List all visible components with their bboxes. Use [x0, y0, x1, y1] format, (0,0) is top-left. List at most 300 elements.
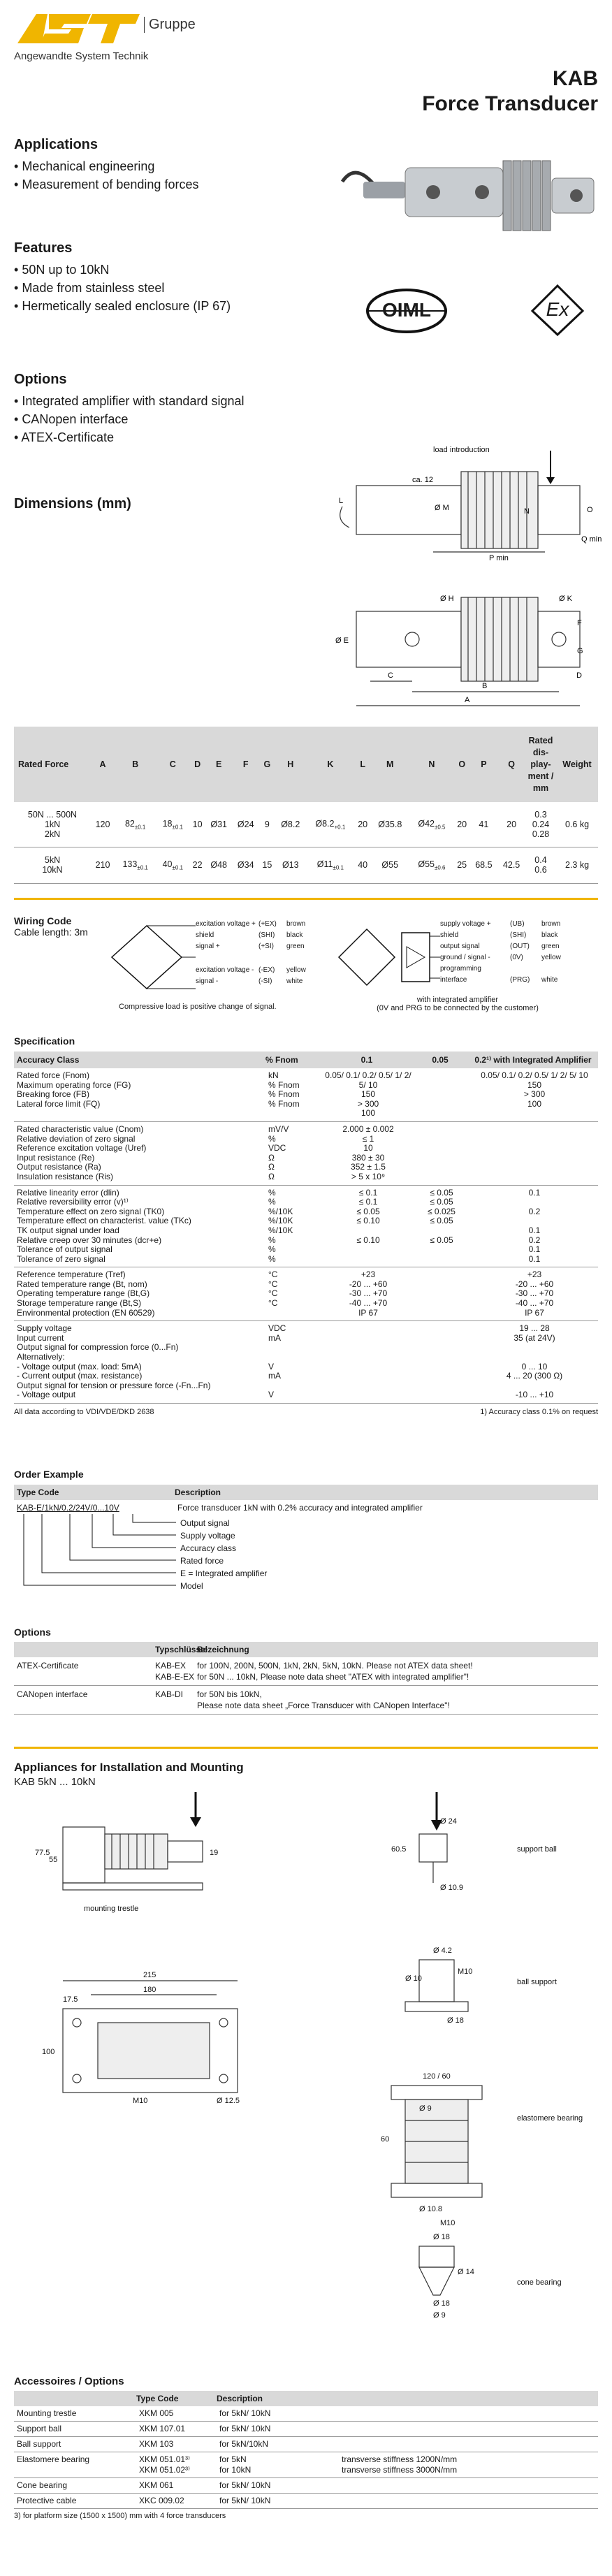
svg-text:N: N [524, 507, 530, 516]
wire-row: supply voltage + (UB) brown [440, 920, 561, 928]
wiring-section [14, 915, 88, 938]
table-cell [339, 2408, 598, 2419]
features-heading: Features [14, 240, 73, 256]
spec-groups [14, 1068, 598, 1404]
spec-cell: ≤ 0.05 [430, 1216, 453, 1226]
spec-group [14, 1122, 598, 1186]
spec-cell [415, 1154, 468, 1163]
table-header: K [327, 759, 334, 769]
wire-row: shield (SHI) black [440, 931, 558, 939]
svg-text:M10: M10 [440, 2219, 456, 2227]
svg-text:M10: M10 [133, 2097, 148, 2105]
svg-text:Ø 10: Ø 10 [405, 1974, 422, 1983]
wire-row: excitation voltage - (-EX) yellow [196, 966, 306, 974]
spec-cell: 0.1 [528, 1225, 541, 1235]
table-cell: for 5kN/ 10kN [219, 2480, 271, 2490]
spec-cell: 0.1 [528, 1187, 541, 1198]
spec-group [14, 1321, 598, 1404]
spec-cell: -20 ... +60 [349, 1279, 388, 1289]
table-header: C [169, 759, 176, 769]
spec-cell: 0.2 [528, 1235, 541, 1245]
spec-cell: Reference excitation voltage (Uref) [17, 1143, 147, 1154]
tree-item: Supply voltage [180, 1531, 235, 1541]
spec-cell: +23 [527, 1269, 542, 1280]
table-row [14, 2437, 598, 2452]
table-header: P [481, 759, 487, 769]
spec-cell [415, 1081, 468, 1091]
brand-subtitle: Angewandte System Technik [14, 50, 149, 62]
spec-cell [471, 1198, 598, 1207]
table-cell [339, 2480, 598, 2491]
tree-item: Output signal [180, 1518, 230, 1528]
cone-label: cone bearing [517, 2278, 562, 2287]
spec-cell [324, 1371, 412, 1381]
spec-cell: ≤ 0.1 [358, 1187, 378, 1198]
wire-row: signal + (+SI) green [196, 943, 305, 950]
spec-cell: mA [268, 1332, 281, 1343]
table-cell: XKM 107.01 [139, 2424, 186, 2433]
spec-cell: -20 ... +60 [515, 1279, 554, 1289]
spec-cell: % Fnom [268, 1098, 300, 1109]
svg-text:Ø 18: Ø 18 [433, 2299, 450, 2308]
spec-cell: Relative linearity error (dlin) [17, 1187, 119, 1198]
wiring-diagram-right [335, 919, 608, 1024]
table-header: 0.05 [432, 1055, 449, 1065]
table-header: Accuracy Class [17, 1055, 80, 1065]
svg-text:Ø H: Ø H [440, 595, 454, 603]
spec-cell: Insulation resistance (Ris) [17, 1171, 114, 1181]
spec-cell [324, 1334, 412, 1344]
table-cell: XKM 051.01³⁾ XKM 051.02³⁾ [139, 2454, 190, 2475]
svg-text:D: D [576, 671, 582, 680]
spec-cell: Lateral force limit (FQ) [17, 1098, 101, 1109]
spec-cell: +23 [360, 1269, 376, 1280]
list-item: • Integrated amplifier with standard signal [14, 392, 598, 410]
spec-cell: %/10K [268, 1206, 293, 1216]
table-header: Type Code [136, 2394, 179, 2403]
spec-cell: Input current [17, 1332, 64, 1343]
spec-cell [415, 1353, 468, 1362]
spec-cell: 100 [360, 1108, 376, 1119]
table-row [14, 2422, 598, 2437]
spec-cell: ≤ 0.1 [358, 1197, 378, 1207]
list-item: • ATEX-Certificate [14, 428, 598, 446]
table-row [14, 2494, 598, 2509]
spec-cell [268, 1353, 321, 1362]
spec-cell: ≤ 0.10 [356, 1216, 380, 1226]
table-header: Type Code [17, 1487, 59, 1497]
spec-cell: °C [268, 1279, 278, 1289]
spec-cell: -10 ... +10 [515, 1390, 554, 1400]
applications-heading: Applications [14, 137, 99, 152]
spec-cell: -30 ... +70 [515, 1288, 554, 1299]
product-image [335, 140, 601, 245]
table-header: H [287, 759, 294, 769]
spec-cell: 2.000 ± 0.002 [342, 1123, 394, 1134]
svg-text:F: F [577, 619, 582, 627]
options-table [14, 1642, 598, 1715]
spec-cell [415, 1100, 468, 1109]
table-header: Description [217, 2394, 263, 2403]
brand-gruppe: Gruppe [144, 17, 196, 33]
spec-cell [415, 1071, 468, 1081]
spec-cell [471, 1343, 598, 1353]
svg-text:Ø E: Ø E [335, 636, 349, 645]
table-header: E [216, 759, 222, 769]
spec-cell: °C [268, 1269, 278, 1280]
spec-cell: Supply voltage [17, 1323, 72, 1334]
wire-row: programming interface (PRG) white [440, 965, 558, 984]
table-row [14, 2478, 598, 2494]
spec-cell: % [268, 1133, 276, 1144]
spec-cell [324, 1226, 412, 1236]
spec-cell: VDC [268, 1323, 286, 1334]
spec-cell: %/10K [268, 1216, 293, 1226]
table-header: 0.2¹⁾ with Integrated Amplifier [474, 1055, 592, 1065]
spec-cell: Maximum operating force (FG) [17, 1079, 131, 1090]
spec-cell: ≤ 0.05 [430, 1197, 453, 1207]
spec-cell [415, 1309, 468, 1318]
table-header: 0.1 [360, 1055, 373, 1065]
spec-cell: Input resistance (Re) [17, 1152, 95, 1163]
tree-item: E = Integrated amplifier [180, 1569, 268, 1578]
spec-cell [415, 1163, 468, 1172]
appliances-heading: Appliances for Installation and Mounting [14, 1761, 244, 1774]
mounting-label: mounting trestle [84, 1905, 139, 1913]
appliances-drawing [28, 1792, 601, 2323]
spec-cell [415, 1172, 468, 1182]
svg-text:Ø M: Ø M [435, 504, 449, 512]
order-table [14, 1485, 598, 1605]
spec-cell [471, 1125, 598, 1135]
spec-cell: 0 ... 10 [521, 1361, 548, 1371]
spec-group [14, 1068, 598, 1122]
spec-cell [471, 1163, 598, 1172]
spec-cell: Rated temperature range (Bt, nom) [17, 1279, 147, 1289]
svg-text:Ø 9: Ø 9 [433, 2311, 446, 2320]
spec-cell [471, 1353, 598, 1362]
spec-cell [415, 1090, 468, 1100]
divider [14, 1747, 598, 1749]
spec-cell: %/10K [268, 1225, 293, 1235]
spec-cell [415, 1270, 468, 1280]
list-item: • Made from stainless steel [14, 279, 598, 297]
table-header: D [194, 759, 201, 769]
spec-cell [471, 1381, 598, 1391]
compressive-note: Compressive load is positive change of signal. [119, 1003, 277, 1011]
spec-cell: -40 ... +70 [515, 1298, 554, 1309]
svg-text:Ø 10.8: Ø 10.8 [419, 2205, 443, 2213]
wiring-diagram-left [98, 919, 335, 999]
spec-cell: Relative deviation of zero signal [17, 1133, 136, 1144]
spec-cell: Operating temperature range (Bt,G) [17, 1288, 150, 1299]
amp-note: with integrated amplifier (0V and PRG to be connected by the customer) [377, 996, 539, 1012]
spec-group [14, 1186, 598, 1268]
svg-text:60: 60 [381, 2135, 390, 2144]
spec-cell: > 300 [357, 1098, 379, 1109]
svg-text:180: 180 [143, 1986, 156, 1994]
spec-cell: 4 ... 20 (300 Ω) [506, 1371, 563, 1381]
table-cell: for 5kN/ 10kN [219, 2424, 271, 2433]
spec-cell [471, 1135, 598, 1144]
spec-cell: 10 [363, 1143, 373, 1154]
table-cell: Support ball [17, 2424, 62, 2433]
spec-cell: 380 ± 30 [351, 1152, 385, 1163]
spec-cell: 150 [527, 1079, 542, 1090]
svg-text:Ø 12.5: Ø 12.5 [217, 2097, 240, 2105]
table-header: Typschlüssel [155, 1645, 208, 1654]
spec-cell [324, 1353, 412, 1362]
spec-cell: 19 ... 28 [519, 1323, 550, 1334]
spec-cell: -30 ... +70 [349, 1288, 388, 1299]
table-row: CANopen interface KAB-DI for 50N bis 10kN, Please note data sheet „Force Transducer with CANopen Interface"! [14, 1686, 598, 1715]
spec-cell [415, 1343, 468, 1353]
spec-cell: Tolerance of output signal [17, 1244, 112, 1255]
table-cell: Protective cable [17, 2496, 77, 2505]
spec-cell: VDC [268, 1143, 286, 1154]
table-header: % Fnom [265, 1055, 298, 1065]
spec-cell [415, 1125, 468, 1135]
options-intro-section [14, 372, 598, 446]
table-cell [339, 2439, 598, 2450]
svg-text:C: C [388, 671, 393, 680]
spec-cell [415, 1371, 468, 1381]
svg-text:Ø 14: Ø 14 [458, 2268, 474, 2276]
accessories-heading: Accessoires / Options [14, 2375, 124, 2387]
features-section [14, 240, 598, 315]
spec-cell: °C [268, 1288, 278, 1299]
spec-cell [268, 1343, 321, 1353]
spec-cell: Temperature effect on zero signal (TK0) [17, 1206, 165, 1216]
spec-cell [415, 1245, 468, 1255]
spec-cell [324, 1390, 412, 1400]
list-item: • Hermetically sealed enclosure (IP 67) [14, 297, 598, 315]
spec-cell [324, 1255, 412, 1265]
svg-text:B: B [482, 682, 488, 690]
table-header: G [263, 759, 271, 769]
spec-cell [415, 1334, 468, 1344]
support-ball-label: support ball [517, 1845, 557, 1854]
spec-footnote-left: All data according to VDI/VDE/DKD 2638 [14, 1408, 154, 1416]
spec-cell: Environmental protection (EN 60529) [17, 1307, 155, 1318]
table-row: 50N ... 500N 1kN 2kN 120 $82_{\pm 0.1}$ $18_{\pm 0.1}$ 10 Ø31 Ø24 9 Ø8.2 $Ø8.2_{+0.1}$ 20 Ø35.8 $Ø42_{\pm 0.5}$ 20 41 20 0.3 0.24 0.28 0.6 kg [14, 802, 598, 847]
wire-row: ground / signal - (0V) yellow [440, 954, 561, 961]
svg-text:Ø 10.9: Ø 10.9 [440, 1884, 464, 1892]
spec-cell: 0.1 [528, 1244, 541, 1255]
svg-text:17.5: 17.5 [63, 1995, 78, 2004]
table-cell: XKM 005 [139, 2408, 174, 2418]
divider [14, 898, 598, 900]
spec-cell: 0.05/ 0.1/ 0.2/ 0.5/ 1/ 2/ 5/ 10 [481, 1070, 588, 1080]
spec-cell: °C [268, 1298, 278, 1309]
spec-cell: Output signal for tension or pressure force (-Fn...Fn) [17, 1380, 211, 1390]
dim-label: load introduction [433, 446, 490, 454]
svg-text:100: 100 [42, 2048, 55, 2056]
svg-text:215: 215 [143, 1971, 156, 1979]
order-code: KAB-E/1kN/0.2/24V/0...10V [17, 1503, 119, 1513]
table-header: Weight [562, 759, 592, 769]
spec-cell [471, 1172, 598, 1182]
table-cell: Cone bearing [17, 2480, 68, 2490]
table-row [14, 2406, 598, 2422]
spec-cell: IP 67 [358, 1307, 378, 1318]
table-header: F [242, 759, 249, 769]
spec-cell: 150 [360, 1089, 376, 1100]
spec-cell: % [268, 1244, 276, 1255]
svg-text:Ø 4.2: Ø 4.2 [433, 1946, 452, 1955]
spec-cell: ≤ 0.05 [430, 1235, 453, 1245]
table-header: N [428, 759, 435, 769]
options-table-heading: Options [14, 1627, 51, 1638]
spec-cell [415, 1226, 468, 1236]
table-header: M [386, 759, 394, 769]
spec-cell: Ω [268, 1171, 275, 1181]
table-cell [339, 2424, 598, 2434]
spec-cell [471, 1144, 598, 1154]
spec-cell [415, 1390, 468, 1400]
spec-footnote-right: 1) Accuracy class 0.1% on request [480, 1408, 598, 1416]
svg-text:Ø 9: Ø 9 [419, 2104, 432, 2113]
spec-cell: ≤ 1 [362, 1133, 374, 1144]
accessories-rows [14, 2406, 598, 2509]
table-cell: for 5kN for 10kN [219, 2454, 252, 2475]
table-cell: XKM 061 [139, 2480, 174, 2490]
spec-cell: Ω [268, 1152, 275, 1163]
svg-text:P min: P min [489, 554, 509, 562]
wire-row: shield (SHI) black [196, 931, 303, 939]
svg-text:Ø K: Ø K [559, 595, 572, 603]
spec-cell [268, 1309, 321, 1318]
spec-cell [415, 1381, 468, 1391]
spec-cell: Output resistance (Ra) [17, 1162, 101, 1172]
spec-cell: Output signal for compression force (0...Fn) [17, 1342, 179, 1353]
list-item: • Mechanical engineering [14, 157, 598, 175]
spec-table [14, 1051, 598, 1416]
order-heading: Order Example [14, 1469, 84, 1480]
table-header: Rated Force [18, 759, 69, 769]
svg-text:O: O [587, 506, 593, 514]
spec-cell [324, 1362, 412, 1372]
spec-cell: > 300 [523, 1089, 546, 1100]
table-row: ATEX-Certificate KAB-EX KAB-E-EX for 100N, 200N, 500N, 1kN, 2kN, 5kN, 10kN. Please not ATEX data sheet! for 50N ... 10kN, Please note data sheet "ATEX with integrated amplifier"! [14, 1657, 598, 1686]
spec-cell [415, 1255, 468, 1265]
spec-cell: 100 [527, 1098, 542, 1109]
spec-cell: V [268, 1390, 275, 1400]
table-cell: XKM 103 [139, 2439, 174, 2449]
list-item: • Measurement of bending forces [14, 175, 598, 194]
spec-cell [324, 1343, 412, 1353]
spec-cell: ≤ 0.10 [356, 1235, 380, 1245]
svg-text:60.5: 60.5 [391, 1845, 407, 1854]
spec-cell: mV/V [268, 1123, 289, 1134]
spec-cell: % [268, 1235, 276, 1245]
wire-row: output signal (OUT) green [440, 943, 560, 950]
spec-cell: Rated force (Fnom) [17, 1070, 90, 1080]
table-header: Description [175, 1487, 221, 1497]
logo [14, 8, 196, 50]
spec-cell: Relative creep over 30 minutes (dcr+e) [17, 1235, 162, 1245]
table-cell: Elastomere bearing [17, 2454, 90, 2464]
spec-cell [415, 1362, 468, 1372]
table-header: L [360, 759, 365, 769]
svg-text:M10: M10 [458, 1967, 473, 1976]
spec-cell: % [268, 1197, 276, 1207]
svg-text:ca. 12: ca. 12 [412, 476, 433, 484]
spec-cell [471, 1154, 598, 1163]
table-header: Bezeichnung [197, 1645, 249, 1654]
svg-text:77.5: 77.5 [35, 1849, 50, 1857]
spec-cell: IP 67 [525, 1307, 544, 1318]
svg-text:Ø 18: Ø 18 [447, 2016, 464, 2025]
table-cell: transverse stiffness 1200N/mm transverse stiffness 3000N/mm [342, 2454, 458, 2475]
accessories-footnote: 3) for platform size (1500 x 1500) mm with 4 force transducers [14, 2512, 226, 2520]
table-cell: for 5kN/ 10kN [219, 2496, 271, 2505]
table-header: Rated dis-play-ment / mm [527, 735, 554, 793]
spec-cell: 0.1 [528, 1253, 541, 1264]
spec-cell [415, 1135, 468, 1144]
spec-cell: 0.05/ 0.1/ 0.2/ 0.5/ 1/ 2/ 5/ 10 [325, 1070, 411, 1090]
spec-cell: 35 (at 24V) [513, 1332, 555, 1343]
svg-text:55: 55 [49, 1856, 58, 1864]
table-header: O [458, 759, 466, 769]
dimension-table [14, 727, 598, 884]
spec-cell: Alternatively: [17, 1352, 65, 1362]
svg-text:L: L [339, 497, 344, 505]
table-cell: for 5kN/10kN [219, 2439, 269, 2449]
spec-cell: Relative reversibility error (v)¹⁾ [17, 1197, 129, 1207]
spec-cell [415, 1280, 468, 1290]
spec-cell: Reference temperature (Tref) [17, 1269, 126, 1280]
spec-cell: Storage temperature range (Bt,S) [17, 1298, 142, 1309]
spec-cell [415, 1324, 468, 1334]
wire-row: signal - (-SI) white [196, 977, 303, 985]
table-cell [339, 2496, 598, 2506]
spec-cell [324, 1245, 412, 1255]
spec-cell: Breaking force (FB) [17, 1089, 90, 1100]
svg-text:A: A [465, 696, 470, 704]
spec-cell: Temperature effect on characterist. value (TKc) [17, 1216, 191, 1226]
svg-text:G: G [577, 647, 583, 655]
accessories-table [14, 2391, 598, 2520]
tree-item: Model [180, 1581, 203, 1591]
table-cell: XKC 009.02 [139, 2496, 184, 2505]
spec-cell [268, 1381, 321, 1391]
spec-cell: % Fnom [268, 1089, 300, 1100]
spec-cell [324, 1324, 412, 1334]
spec-cell: ≤ 0.05 [356, 1206, 380, 1216]
table-header: Q [508, 759, 515, 769]
table-header: B [132, 759, 139, 769]
dimensions-heading: Dimensions (mm) [14, 496, 131, 511]
svg-text:Q min: Q min [581, 535, 602, 544]
spec-cell: - Current output (max. resistance) [17, 1371, 143, 1381]
spec-cell: - Voltage output [17, 1390, 76, 1400]
spec-cell [415, 1299, 468, 1309]
spec-cell: Rated characteristic value (Cnom) [17, 1123, 144, 1134]
table-cell: Ball support [17, 2439, 61, 2449]
dimensions-drawing [328, 444, 608, 720]
elastomere-label: elastomere bearing [517, 2114, 583, 2123]
order-desc: Force transducer 1kN with 0.2% accuracy and integrated amplifier [177, 1503, 423, 1513]
svg-text:19: 19 [210, 1849, 219, 1857]
spec-cell: 0.2 [528, 1206, 541, 1216]
spec-cell: mA [268, 1371, 281, 1381]
spec-cell: % Fnom [268, 1079, 300, 1090]
page-title: KAB Force Transducer [422, 67, 598, 115]
wire-row: excitation voltage + (+EX) brown [196, 920, 306, 928]
spec-cell: V [268, 1361, 275, 1371]
list-item: • 50N up to 10kN [14, 261, 598, 279]
